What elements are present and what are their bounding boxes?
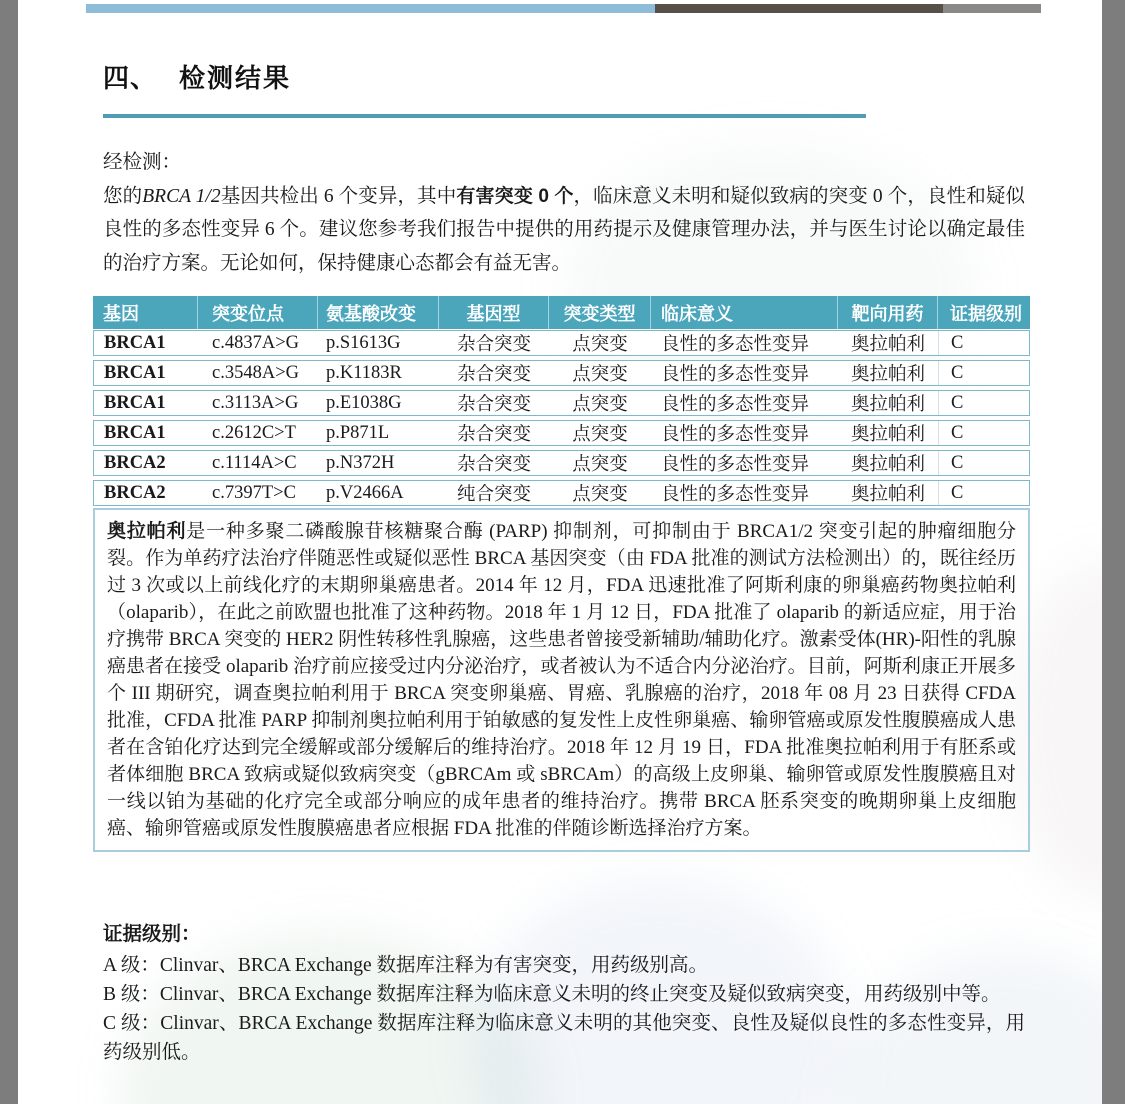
harmful-mutation-highlight: 有害突变 0 个 [456,185,574,207]
intro-paragraph [103,146,1025,280]
gene-name-italic: BRCA 1/2 [142,185,221,207]
table-cell: C [938,421,1029,445]
column-header: 证据级别 [937,296,1030,329]
table-cell: p.V2466A [326,482,404,503]
drug-name-bold: 奥拉帕利 [107,521,187,542]
table-cell: p.E1038G [326,392,402,413]
table-cell: 奥拉帕利 [850,425,925,445]
table-cell: C [938,451,1029,475]
table-row [93,390,1030,416]
topbar-gray-segment [943,4,1041,13]
table-row [93,450,1030,476]
viewer-left-edge [0,0,18,1104]
intro-seg1: 您的 [103,185,143,207]
table-cell: BRCA1 [104,362,166,383]
table-cell: 奥拉帕利 [850,455,925,475]
table-cell: 奥拉帕利 [850,365,925,385]
evidence-item-b: B 级：Clinvar、BRCA Exchange 数据库注释为临床意义未明的终止突变及疑似致病突变，用药级别中等。 [103,984,1001,1005]
table-cell: 杂合突变 [456,455,531,475]
table-cell: p.P871L [326,422,390,443]
evidence-heading: 证据级别： [103,923,201,945]
title-underline [103,114,866,118]
section-title [103,58,291,95]
topbar-dark-segment [655,4,943,13]
table-cell: C [938,481,1029,505]
table-row [93,480,1030,506]
table-cell: 良性的多态性变异 [661,395,810,415]
table-cell: 奥拉帕利 [850,335,925,355]
table-cell: 良性的多态性变异 [661,485,810,505]
column-header: 氨基酸改变 [317,296,438,329]
table-cell: c.7397T>C [212,482,296,503]
table-cell: BRCA1 [104,422,166,443]
column-header: 靶向用药 [837,296,937,329]
table-cell: BRCA1 [104,392,166,413]
table-cell: 良性的多态性变异 [661,335,810,355]
table-row [93,360,1030,386]
topbar-blue-segment [86,4,655,13]
drug-note-box [93,508,1030,852]
table-cell: c.4837A>G [212,332,299,353]
table-cell: 奥拉帕利 [850,395,925,415]
intro-seg2: 基因共检出 6 个变异，其中 [220,185,457,207]
table-cell: c.3548A>G [212,362,299,383]
evidence-item-c: C 级：Clinvar、BRCA Exchange 数据库注释为临床意义未明的其他突变、良性及疑似良性的多态性变异，用药级别低。 [103,1013,1025,1063]
table-cell: 杂合突变 [456,365,531,385]
table-cell: p.S1613G [326,332,401,353]
table-cell: 良性的多态性变异 [661,425,810,445]
table-cell: 奥拉帕利 [850,485,925,505]
table-row [93,420,1030,446]
table-cell: 点突变 [572,395,628,415]
table-cell: 良性的多态性变异 [661,455,810,475]
table-cell: BRCA2 [104,482,166,503]
table-cell: C [938,391,1029,415]
table-cell: 杂合突变 [456,425,531,445]
table-cell: c.3113A>G [212,392,299,413]
table-cell: p.N372H [326,452,395,473]
table-cell: BRCA2 [104,452,166,473]
table-cell: 纯合突变 [456,485,531,505]
table-cell: BRCA1 [104,332,166,353]
table-cell: 点突变 [572,425,628,445]
table-cell: 点突变 [572,485,628,505]
table-cell: 点突变 [572,455,628,475]
table-cell: C [938,361,1029,385]
evidence-level-section [103,920,1025,1067]
column-header: 突变位点 [197,296,317,329]
table-header-row [93,296,1030,329]
column-header: 临床意义 [650,296,837,329]
column-header: 突变类型 [548,296,650,329]
table-cell: 良性的多态性变异 [661,365,810,385]
table-cell: 杂合突变 [456,395,531,415]
section-number: 四、 [103,63,158,93]
results-table [93,296,1030,506]
table-cell: 杂合突变 [456,335,531,355]
table-cell: p.K1183R [326,362,402,383]
drug-note-body: 是一种多聚二磷酸腺苷核糖聚合酶 (PARP) 抑制剂，可抑制由于 BRCA1/2 突变引起的肿瘤细胞分裂。作为单药疗法治疗伴随恶性或疑似恶性 BRCA 基因突变（由 FDA 批准的测试方法检测出）的，既往经历过 3 次或以上前线化疗的末期卵巢癌患者。2014 年 12 月，FDA 迅速批准了阿斯利康的卵巢癌药物奥拉帕利（olaparib），在此之前欧盟也批准了这种药物。2018 年 1 月 12 日，FDA 批准了 olaparib 的新适应症，用于治疗携带 BRCA 突变的 HER2 阴性转移性乳腺癌，这些患者曾接受新辅助/辅助化疗。激素受体(HR)-阳性的乳腺癌患者在接受 olaparib 治疗前应接受过内分泌治疗，或者被认为不适合内分泌治疗。目前，阿斯利康正开展多个 III 期研究，调查奥拉帕利用于 BRCA 突变卵巢癌、胃癌、乳腺癌的治疗，2018 年 08 月 23 日获得 CFDA 批准，CFDA 批准 PARP 抑制剂奥拉帕利用于铂敏感的复发性上皮性卵巢癌、输卵管癌或原发性腹膜癌成人患者在含铂化疗达到完全缓解或部分缓解后的维持治疗。2018 年 12 月 19 日，FDA 批准奥拉帕利用于有胚系或者体细胞 BRCA 致病或疑似致病突变（gBRCAm 或 sBRCAm）的高级上皮卵巢、输卵管或原发性腹膜癌且对一线以铂为基础的化疗完全或部分响应的成年患者的维持治疗。携带 BRCA 胚系突变的晚期卵巢上皮细胞癌、输卵管癌或原发性腹膜癌患者应根据 FDA 批准的伴随诊断选择治疗方案。 [107,521,1016,839]
evidence-item-a: A 级：Clinvar、BRCA Exchange 数据库注释为有害突变，用药级别高。 [103,955,709,976]
table-cell: 点突变 [572,365,628,385]
intro-lead: 经检测： [103,152,182,173]
section-title-text: 检测结果 [179,63,292,93]
viewer-right-edge [1102,0,1125,1104]
table-cell: 点突变 [572,335,628,355]
table-cell: c.2612C>T [212,422,296,443]
table-cell: c.1114A>C [212,452,297,473]
column-header: 基因 [103,303,139,324]
intro-seg3: ，临床意义未明和疑似致病的突变 0 个，良性和疑似良性的多态性变异 6 个。建议您参考我们报告中提供的用药提示及健康管理办法，并与医生讨论以确定最佳的治疗方案。无论如何，保持健康心态都会有益无害。 [103,185,1025,274]
table-cell: C [938,331,1029,355]
table-row [93,330,1030,356]
column-header: 基因型 [438,296,548,329]
